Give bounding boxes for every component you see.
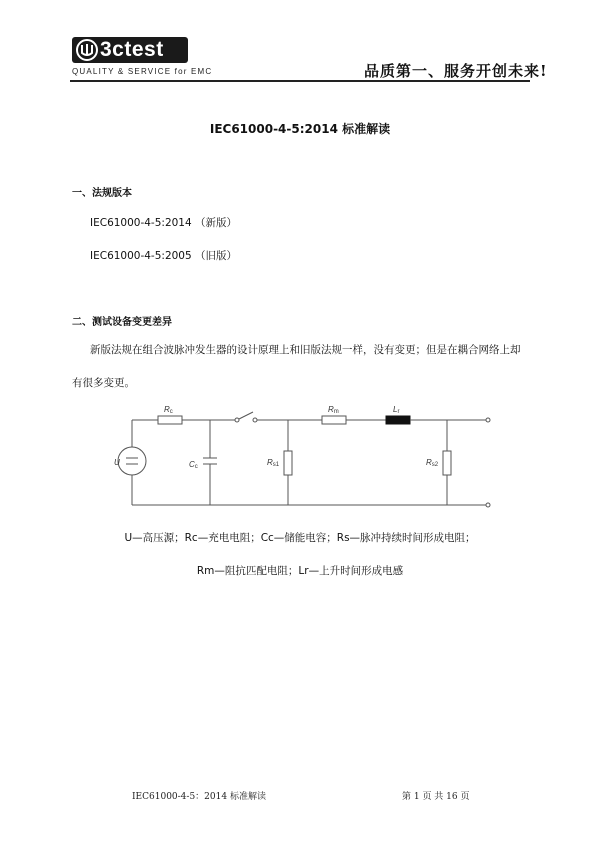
section1-heading: 一、法规版本 bbox=[72, 188, 132, 199]
label-lr: Lr bbox=[393, 405, 400, 415]
footer-doc-title: IEC61000-4-5：2014 标准解读 bbox=[132, 792, 266, 802]
header-slogan: 品质第一、服务开创未来! bbox=[364, 62, 548, 80]
rs2-resistor-symbol bbox=[443, 451, 451, 475]
label-source: U bbox=[114, 458, 120, 467]
section2-heading: 二、测试设备变更差异 bbox=[72, 317, 172, 328]
label-rm: Rm bbox=[328, 405, 339, 415]
logo-tagline: QUALITY & SERVICE for EMC bbox=[72, 67, 213, 76]
label-cc: Cc bbox=[189, 460, 198, 470]
logo-mark-icon bbox=[74, 37, 100, 63]
footer-page-number: 第 1 页 共 16 页 bbox=[402, 792, 470, 802]
paragraph-line-2: 有很多变更。 bbox=[72, 377, 135, 389]
header-divider bbox=[70, 80, 530, 82]
circuit-caption-line-2: Rm—阻抗匹配电阻；Lr—上升时间形成电感 bbox=[196, 565, 404, 577]
version-line-new: IEC61000-4-5:2014 （新版） bbox=[90, 217, 237, 229]
label-rc: Rc bbox=[164, 405, 173, 415]
rs1-resistor-symbol bbox=[284, 451, 292, 475]
label-rs1: Rs1 bbox=[267, 458, 280, 468]
rm-resistor-symbol bbox=[322, 416, 346, 424]
voltage-source-symbol bbox=[118, 447, 146, 475]
circuit-caption-line-1: U—高压源；Rc—充电电阻；Cc—储能电容；Rs—脉冲持续时间形成电阻； bbox=[124, 532, 476, 544]
logo-wordmark: 3ctest bbox=[100, 38, 164, 61]
version-line-old: IEC61000-4-5:2005 （旧版） bbox=[90, 250, 237, 262]
switch-symbol bbox=[239, 412, 253, 419]
document-title: IEC61000-4-5:2014 标准解读 bbox=[209, 122, 391, 136]
paragraph-line-1: 新版法规在组合波脉冲发生器的设计原理上和旧版法规一样，没有变更；但是在耦合网络上却 bbox=[90, 344, 521, 356]
label-rs2: Rs2 bbox=[426, 458, 439, 468]
coupling-circuit-diagram bbox=[100, 395, 500, 520]
lr-inductor-symbol bbox=[386, 416, 410, 424]
rc-resistor-symbol bbox=[158, 416, 182, 424]
